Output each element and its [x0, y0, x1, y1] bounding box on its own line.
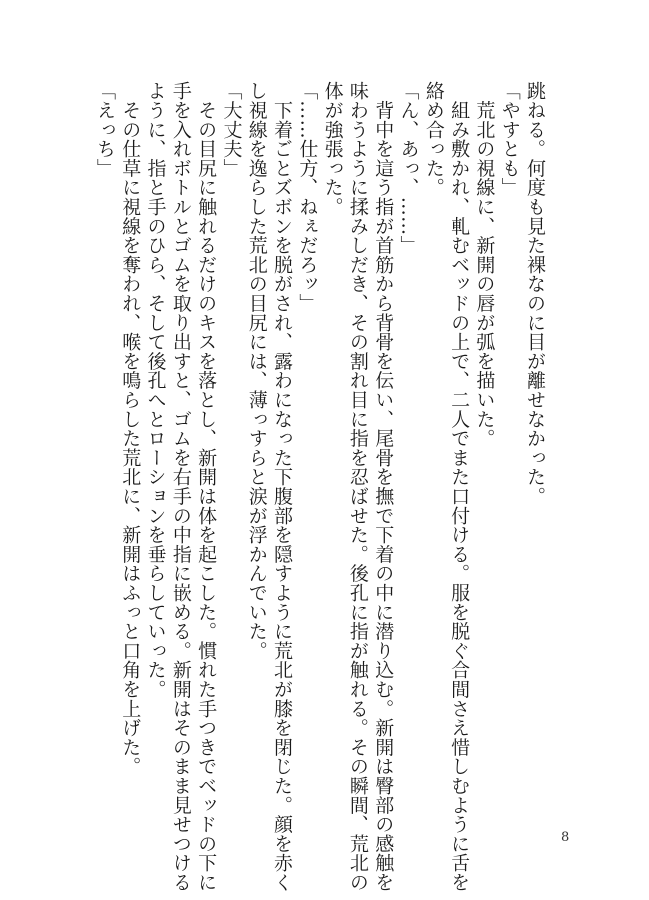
text-line: 手を入れボトルとゴムを取り出すと、ゴムを右手の中指に嵌める。新開はそのまま見せつける — [169, 81, 192, 892]
text-line: 背中を這う指が首筋から背骨を伝い、尾骨を撫で下着の中に潜り込む。新開は臀部の感触を — [372, 81, 395, 892]
text-line: その目尻に触れるだけのキスを落とし、新開は体を起こした。慣れた手つきでベッドの下に — [195, 81, 218, 892]
text-line: 「やすとも」 — [498, 81, 521, 197]
vertical-text-body — [87, 81, 547, 892]
text-line: 「えっち」 — [93, 81, 116, 178]
text-line: 味わうように揉みしだき、その割れ目に指を忍ばせた。後孔に指が触れる。その瞬間、荒北の — [346, 81, 369, 892]
text-line: 荒北の視線に、新開の唇が弧を描いた。 — [473, 81, 496, 448]
text-line: 「……仕方、ねぇだろッ」 — [296, 81, 319, 313]
text-line: ように、指と手のひら、そして後孔へとローションを垂らしていった。 — [144, 81, 167, 699]
text-line: 「ん、あっ、……」 — [397, 81, 420, 255]
page-number: 8 — [561, 830, 570, 845]
text-line: 体が強張った。 — [321, 81, 344, 217]
text-line: 組み敷かれ、軋むベッドの上で、二人でまた口付ける。服を脱ぐ合間さえ惜しむように舌を — [448, 81, 471, 892]
text-line: その仕草に視線を奪われ、喉を鳴らした荒北に、新開はふっと口角を上げた。 — [119, 81, 142, 776]
text-line: 絡め合った。 — [422, 81, 445, 197]
text-line: し視線を逸らした荒北の目尻には、薄っすらと涙が浮かんでいた。 — [245, 81, 268, 660]
text-line: 下着ごとズボンを脱がされ、露わになった下腹部を隠すように荒北が膝を閉じた。顔を赤く — [271, 81, 294, 892]
text-line: 「大丈夫」 — [220, 81, 243, 178]
text-line: 跳ねる。何度も見た裸なのに目が離せなかった。 — [524, 81, 546, 506]
